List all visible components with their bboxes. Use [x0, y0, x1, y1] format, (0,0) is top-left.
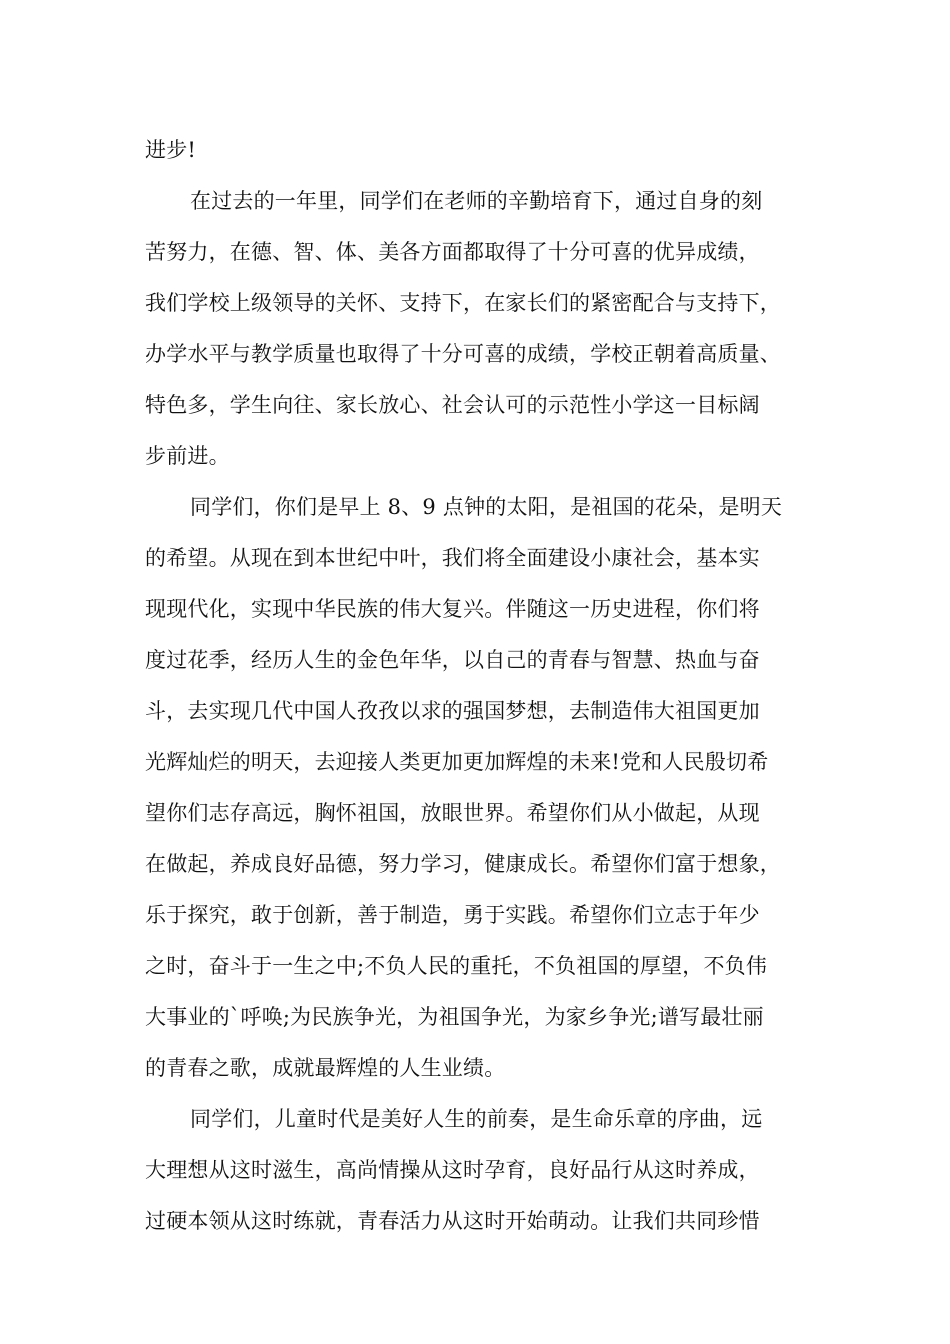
- text-line-18: 大事业的`呼唤;为民族争光，为祖国争光，为家乡争光;谱写最壮丽: [145, 1005, 764, 1029]
- text-line-20: 同学们，儿童时代是美好人生的前奏，是生命乐章的序曲，远: [190, 1107, 763, 1131]
- text-line-11: 度过花季，经历人生的金色年华，以自己的青春与智慧、热血与奋: [145, 648, 760, 672]
- text-line-6: 特色多，学生向往、家长放心、社会认可的示范性小学这一目标阔: [145, 393, 760, 417]
- text-line-4: 我们学校上级领导的关怀、支持下，在家长们的紧密配合与支持下，: [145, 291, 781, 315]
- text-line-17: 之时，奋斗于一生之中;不负人民的重托，不负祖国的厚望，不负伟: [145, 954, 768, 978]
- text-line-1: 进步!: [145, 138, 197, 162]
- text-line-8: 同学们，你们是早上 8、9 点钟的太阳，是祖国的花朵，是明天: [190, 495, 783, 519]
- text-line-16: 乐于探究，敢于创新，善于制造，勇于实践。希望你们立志于年少: [145, 903, 760, 927]
- text-line-7: 步前进。: [145, 444, 230, 468]
- text-line-5: 办学水平与教学质量也取得了十分可喜的成绩，学校正朝着高质量、: [145, 342, 781, 366]
- text-line-14: 望你们志存高远，胸怀祖国，放眼世界。希望你们从小做起，从现: [145, 801, 760, 825]
- text-line-9: 的希望。从现在到本世纪中叶，我们将全面建设小康社会，基本实: [145, 546, 760, 570]
- text-line-19: 的青春之歌，成就最辉煌的人生业绩。: [145, 1056, 506, 1080]
- text-line-21: 大理想从这时滋生，高尚情操从这时孕育，良好品行从这时养成，: [145, 1158, 760, 1182]
- text-line-12: 斗，去实现几代中国人孜孜以求的强国梦想，去制造伟大祖国更加: [145, 699, 760, 723]
- text-line-22: 过硬本领从这时练就，青春活力从这时开始萌动。让我们共同珍惜: [145, 1209, 760, 1233]
- text-line-13: 光辉灿烂的明天，去迎接人类更加更加辉煌的未来!党和人民殷切希: [145, 750, 769, 774]
- text-line-2: 在过去的一年里，同学们在老师的辛勤培育下，通过自身的刻: [190, 189, 763, 213]
- text-line-15: 在做起，养成良好品德，努力学习，健康成长。希望你们富于想象，: [145, 852, 781, 876]
- text-line-10: 现现代化，实现中华民族的伟大复兴。伴随这一历史进程，你们将: [145, 597, 760, 621]
- text-line-3: 苦努力，在德、智、体、美各方面都取得了十分可喜的优异成绩，: [145, 240, 760, 264]
